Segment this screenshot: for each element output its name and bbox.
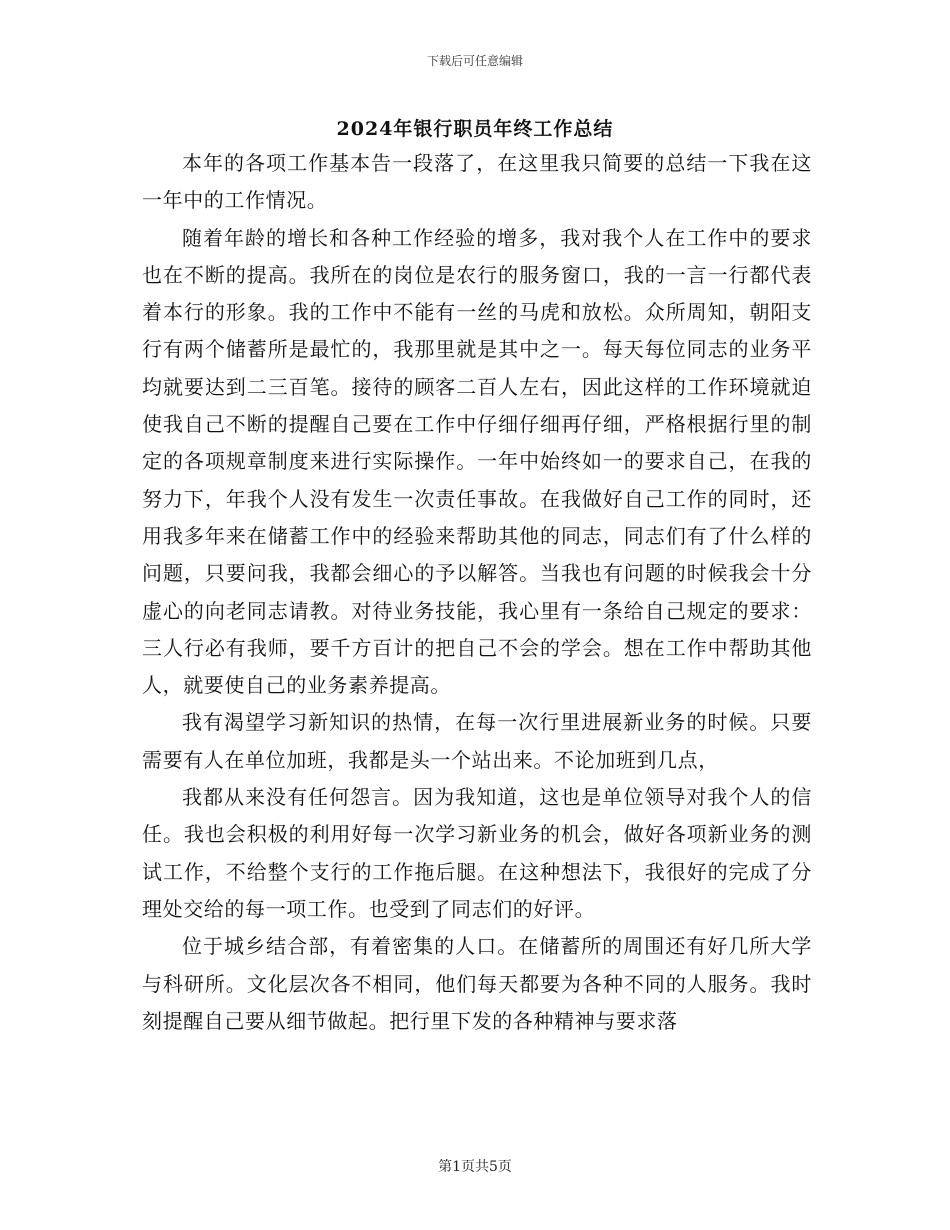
document-title: 2024年银行职员年终工作总结	[336, 118, 614, 140]
document-body	[142, 145, 812, 1040]
page-header-note: 下载后可任意编辑	[426, 54, 523, 68]
paragraph-4: 我都从来没有任何怨言。因为我知道，这也是单位领导对我个人的信任。我也会积极的利用好每一次学习新业务的机会，做好各项新业务的测试工作，不给整个支行的工作拖后腿。在这种想法下，我很好的完成了分理处交给的每一项工作。也受到了同志们的好评。	[142, 785, 812, 921]
paragraph-3: 我有渴望学习新知识的热情，在每一次行里进展新业务的时候。只要需要有人在单位加班，我都是头一个站出来。不论加班到几点，	[142, 710, 812, 772]
paragraph-5: 位于城乡结合部，有着密集的人口。在储蓄所的周围还有好几所大学与科研所。文化层次各不相同，他们每天都要为各种不同的人服务。我时刻提醒自己要从细节做起。把行里下发的各种精神与要求落	[142, 934, 812, 1033]
paragraph-2: 随着年龄的增长和各种工作经验的增多，我对我个人在工作中的要求也在不断的提高。我所在的岗位是农行的服务窗口，我的一言一行都代表着本行的形象。我的工作中不能有一丝的马虎和放松。众所周知，朝阳支行有两个储蓄所是最忙的，我那里就是其中之一。每天每位同志的业务平均就要达到二三百笔。接待的顾客二百人左右，因此这样的工作环境就迫使我自己不断的提醒自己要在工作中仔细仔细再仔细，严格根据行里的制定的各项规章制度来进行实际操作。一年中始终如一的要求自己，在我的努力下，年我个人没有发生一次责任事故。在我做好自己工作的同时，还用我多年来在储蓄工作中的经验来帮助其他的同志，同志们有了什么样的问题，只要问我，我都会细心的予以解答。当我也有问题的时候我会十分虚心的向老同志请教。对待业务技能，我心里有一条给自己规定的要求：三人行必有我师，要千方百计的把自己不会的学会。想在工作中帮助其他人，就要使自己的业务素养提高。	[142, 225, 812, 698]
paragraph-1: 本年的各项工作基本告一段落了，在这里我只简要的总结一下我在这一年中的工作情况。	[142, 151, 812, 213]
page-number: 第1页共5页	[438, 1159, 512, 1175]
